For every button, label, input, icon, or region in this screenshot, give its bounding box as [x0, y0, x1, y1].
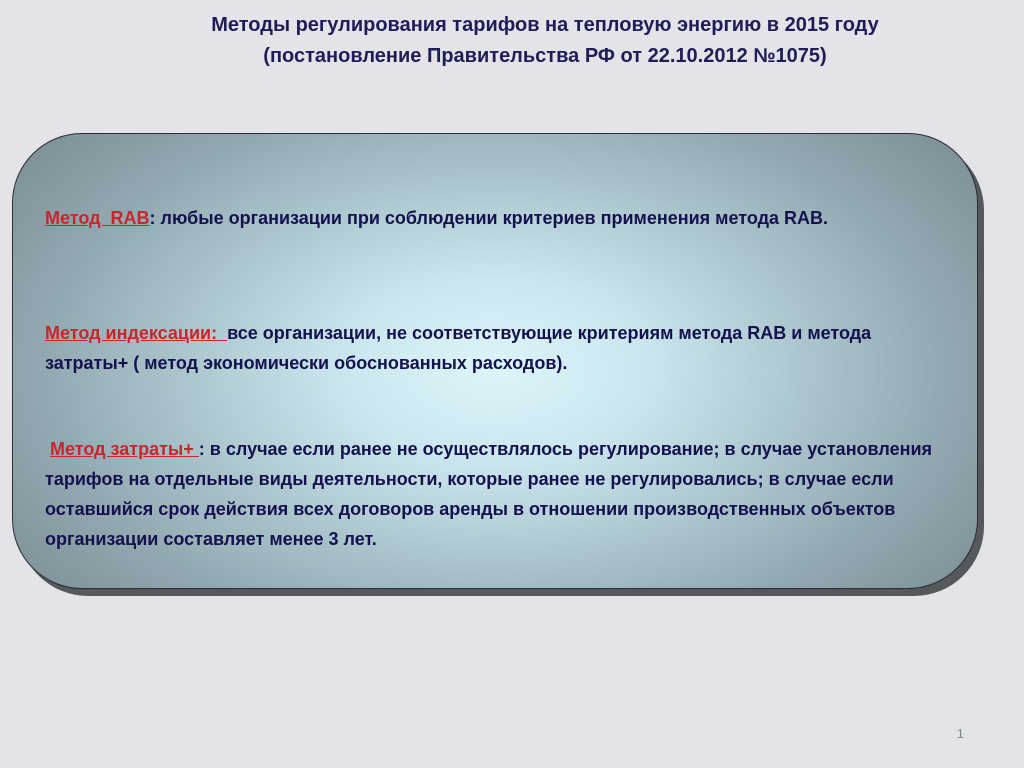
term-indexation-method: Метод индексации:: [45, 323, 228, 343]
page-number: 1: [956, 726, 964, 741]
term-rab-method: Метод RAB: [45, 208, 150, 228]
paragraph-indexation-method: [45, 318, 947, 378]
description-indexation-method: все организации, не соответствующие критериям метода RAB и метода затраты+ ( метод экономически обоснованных расходов).: [45, 323, 872, 373]
description-costs-plus-method: : в случае если ранее не осуществлялось регулирование; в случае установления тарифов на отдельные виды деятельности, которые ранее не регулировались; в случае если оставшийся срок действия всех договоров аренды в отношении производственных объектов организации составляет менее 3 лет.: [45, 439, 933, 549]
slide-title-line-1: Методы регулирования тарифов на тепловую энергию в 2015 году: [211, 14, 879, 36]
slide-title-line-2: (постановление Правительства РФ от 22.10.2012 №1075): [263, 45, 827, 67]
description-rab-method: : любые организации при соблюдении критериев применения метода RAB.: [149, 208, 829, 228]
term-costs-plus-method: Метод затраты+: [50, 439, 199, 459]
paragraph-rab-method: [45, 203, 947, 233]
paragraph-costs-plus-method: [45, 434, 947, 554]
slide-title: [110, 10, 980, 72]
